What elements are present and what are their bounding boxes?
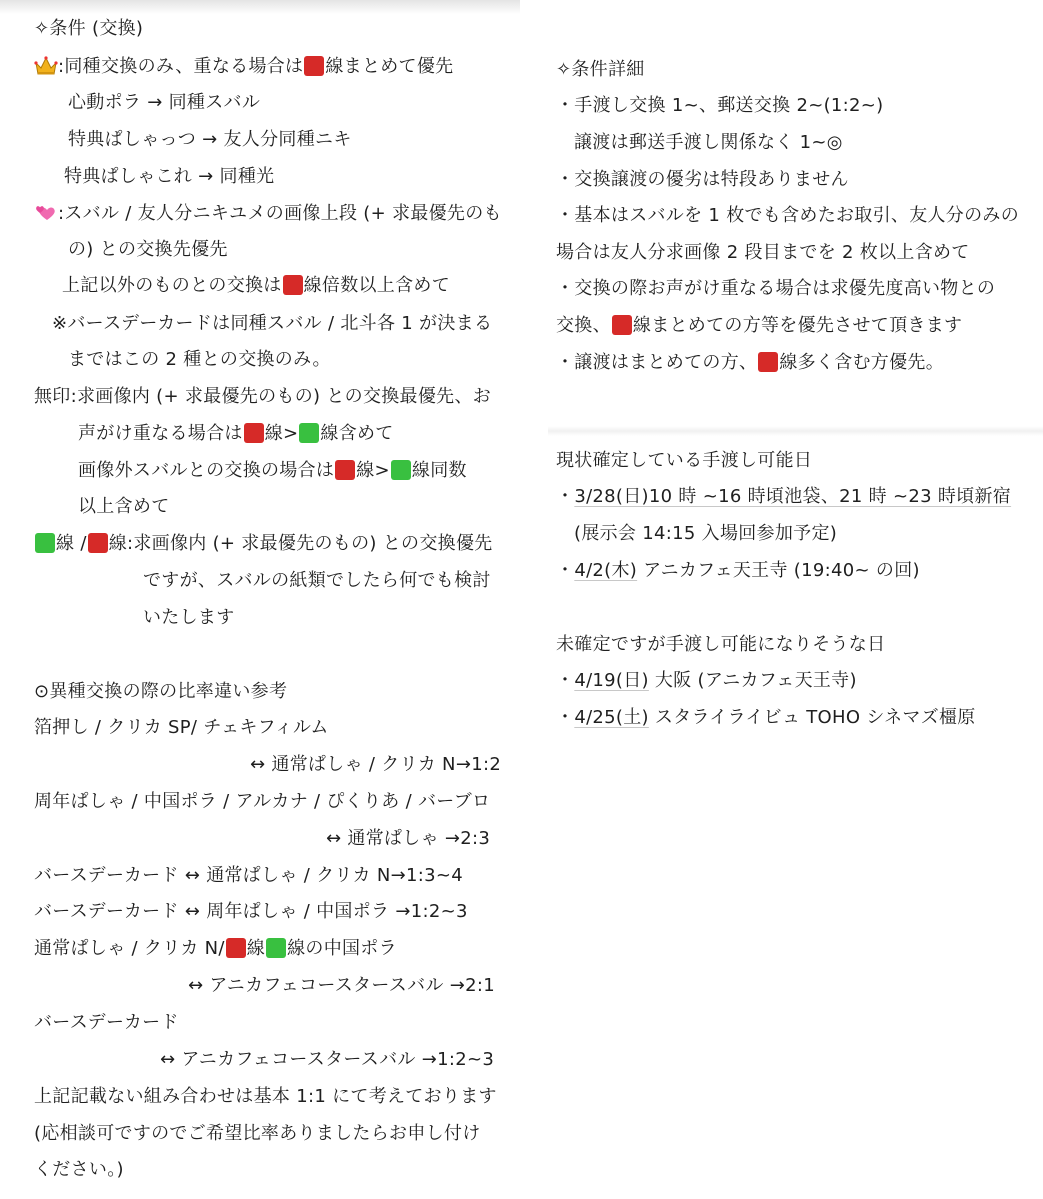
birthday-card-note-cont: まではこの 2 種との交換のみ。 [68, 349, 331, 370]
top-shade [0, 0, 520, 14]
ratio-4: バースデーカード ↔ 周年ぱしゃ / 中国ポラ →1:2~3 [34, 901, 468, 922]
ratio-5-result: ↔ アニカフェコースタースバル →2:1 [188, 975, 495, 996]
crown-example-3: 特典ぱしゃこれ → 同種光 [64, 166, 275, 187]
confirmed-dates-heading: 現状確定している手渡し可能日 [556, 450, 813, 471]
green-square-icon [299, 423, 319, 443]
green-red-rule-2: ですが、スバルの紙類でしたら何でも検討 [143, 570, 491, 591]
ratio-2: 周年ぱしゃ / 中国ポラ / アルカナ / ぴくりあ / バーブロ [34, 791, 491, 812]
red-square-icon [335, 460, 355, 480]
mujirushi-rule-3: 画像外スバルとの交換の場合は 線> 線同数 [78, 460, 467, 481]
red-square-icon [244, 423, 264, 443]
green-red-rule: 線 / 線:求画像内 (+ 求最優先のもの) との交換優先 [34, 532, 493, 556]
footer-note-1: 上記記載ない組み合わせは基本 1:1 にて考えております [34, 1086, 497, 1107]
date-link[interactable]: 3/28(日)10 時 ~16 時頃池袋、21 時 ~23 時頃新宿 [574, 486, 1012, 507]
section-divider-shade [548, 426, 1043, 436]
details-heading: ✧条件詳細 [556, 59, 645, 80]
ratio-2-result: ↔ 通常ぱしゃ →2:3 [326, 828, 491, 849]
red-square-icon [88, 533, 108, 553]
detail-3-cont: 場合は友人分求画像 2 段目までを 2 枚以上含めて [556, 242, 970, 263]
date-link[interactable]: 4/19(日) [574, 670, 649, 691]
green-square-icon [391, 460, 411, 480]
red-square-icon [226, 938, 246, 958]
crown-example-2: 特典ぱしゃっつ → 友人分同種ニキ [68, 129, 352, 150]
green-square-icon [35, 533, 55, 553]
two-hearts-icon [34, 202, 58, 224]
crown-icon [34, 55, 58, 77]
footer-note-3: ください。) [34, 1159, 124, 1180]
ratio-1: 箔押し / クリカ SP/ チェキフィルム [34, 717, 329, 738]
red-square-icon [304, 56, 324, 76]
confirmed-date-1-note: (展示会 14:15 入場回参加予定) [574, 523, 838, 544]
red-square-icon [283, 275, 303, 295]
ratio-3: バースデーカード ↔ 通常ぱしゃ / クリカ N→1:3~4 [34, 865, 464, 886]
ratio-6-result: ↔ アニカフェコースタースバル →1:2~3 [160, 1049, 495, 1070]
detail-4: ・交換の際お声がけ重なる場合は求優先度高い物との [556, 278, 996, 299]
green-square-icon [266, 938, 286, 958]
crown-rule: :同種交換のみ、重なる場合は 線まとめて優先 [34, 55, 453, 79]
confirmed-date-2: ・4/2(木) アニカフェ天王寺 (19:40~ の回) [556, 560, 920, 581]
hearts-rule-cont: の) との交換先優先 [68, 239, 228, 260]
mujirushi-rule-2: 声がけ重なる場合は 線> 線含めて [78, 423, 394, 444]
detail-1: ・手渡し交換 1~、郵送交換 2~(1:2~) [556, 95, 884, 116]
tentative-date-1: ・4/19(日) 大阪 (アニカフェ天王寺) [556, 670, 857, 691]
crown-example-1: 心動ポラ → 同種スバル [68, 92, 261, 113]
birthday-card-note: ※バースデーカードは同種スバル / 北斗各 1 が決まる [52, 313, 493, 334]
ratio-1-result: ↔ 通常ぱしゃ / クリカ N→1:2 [250, 754, 502, 775]
detail-1-cont: 譲渡は郵送手渡し関係なく 1~◎ [574, 132, 843, 153]
hearts-other-rule: 上記以外のものとの交換は 線倍数以上含めて [62, 275, 451, 296]
detail-5: ・譲渡はまとめての方、 線多く含む方優先。 [556, 352, 945, 373]
detail-3: ・基本はスバルを 1 枚でも含めたお取引、友人分のみの [556, 205, 1019, 226]
ratio-6: バースデーカード [34, 1012, 179, 1033]
exchange-conditions-heading: ✧条件 (交換) [34, 18, 144, 39]
red-square-icon [612, 315, 632, 335]
green-red-rule-3: いたします [143, 607, 235, 628]
detail-2: ・交換譲渡の優劣は特段ありません [556, 169, 849, 190]
confirmed-date-1: ・3/28(日)10 時 ~16 時頃池袋、21 時 ~23 時頃新宿 [556, 486, 1012, 507]
footer-note-2: (応相談可ですのでご希望比率ありましたらお申し付け [34, 1123, 481, 1144]
ratio-5: 通常ぱしゃ / クリカ N/ 線 線の中国ポラ [34, 938, 397, 959]
tentative-dates-heading: 未確定ですが手渡し可能になりそうな日 [556, 634, 886, 655]
red-square-icon [758, 352, 778, 372]
ratio-heading: ⊙異種交換の際の比率違い参考 [34, 681, 288, 702]
mujirushi-rule-4: 以上含めて [78, 496, 170, 517]
mujirushi-rule: 無印:求画像内 (+ 求最優先のもの) との交換最優先、お [34, 386, 492, 407]
hearts-rule: :スバル / 友人分ニキユメの画像上段 (+ 求最優先のも [34, 202, 502, 226]
date-link[interactable]: 4/25(土) [574, 707, 649, 728]
date-link[interactable]: 4/2(木) [574, 560, 638, 581]
tentative-date-2: ・4/25(土) スタライライビュ TOHO シネマズ橿原 [556, 707, 976, 728]
detail-4-cont: 交換、 線まとめての方等を優先させて頂きます [556, 315, 963, 336]
